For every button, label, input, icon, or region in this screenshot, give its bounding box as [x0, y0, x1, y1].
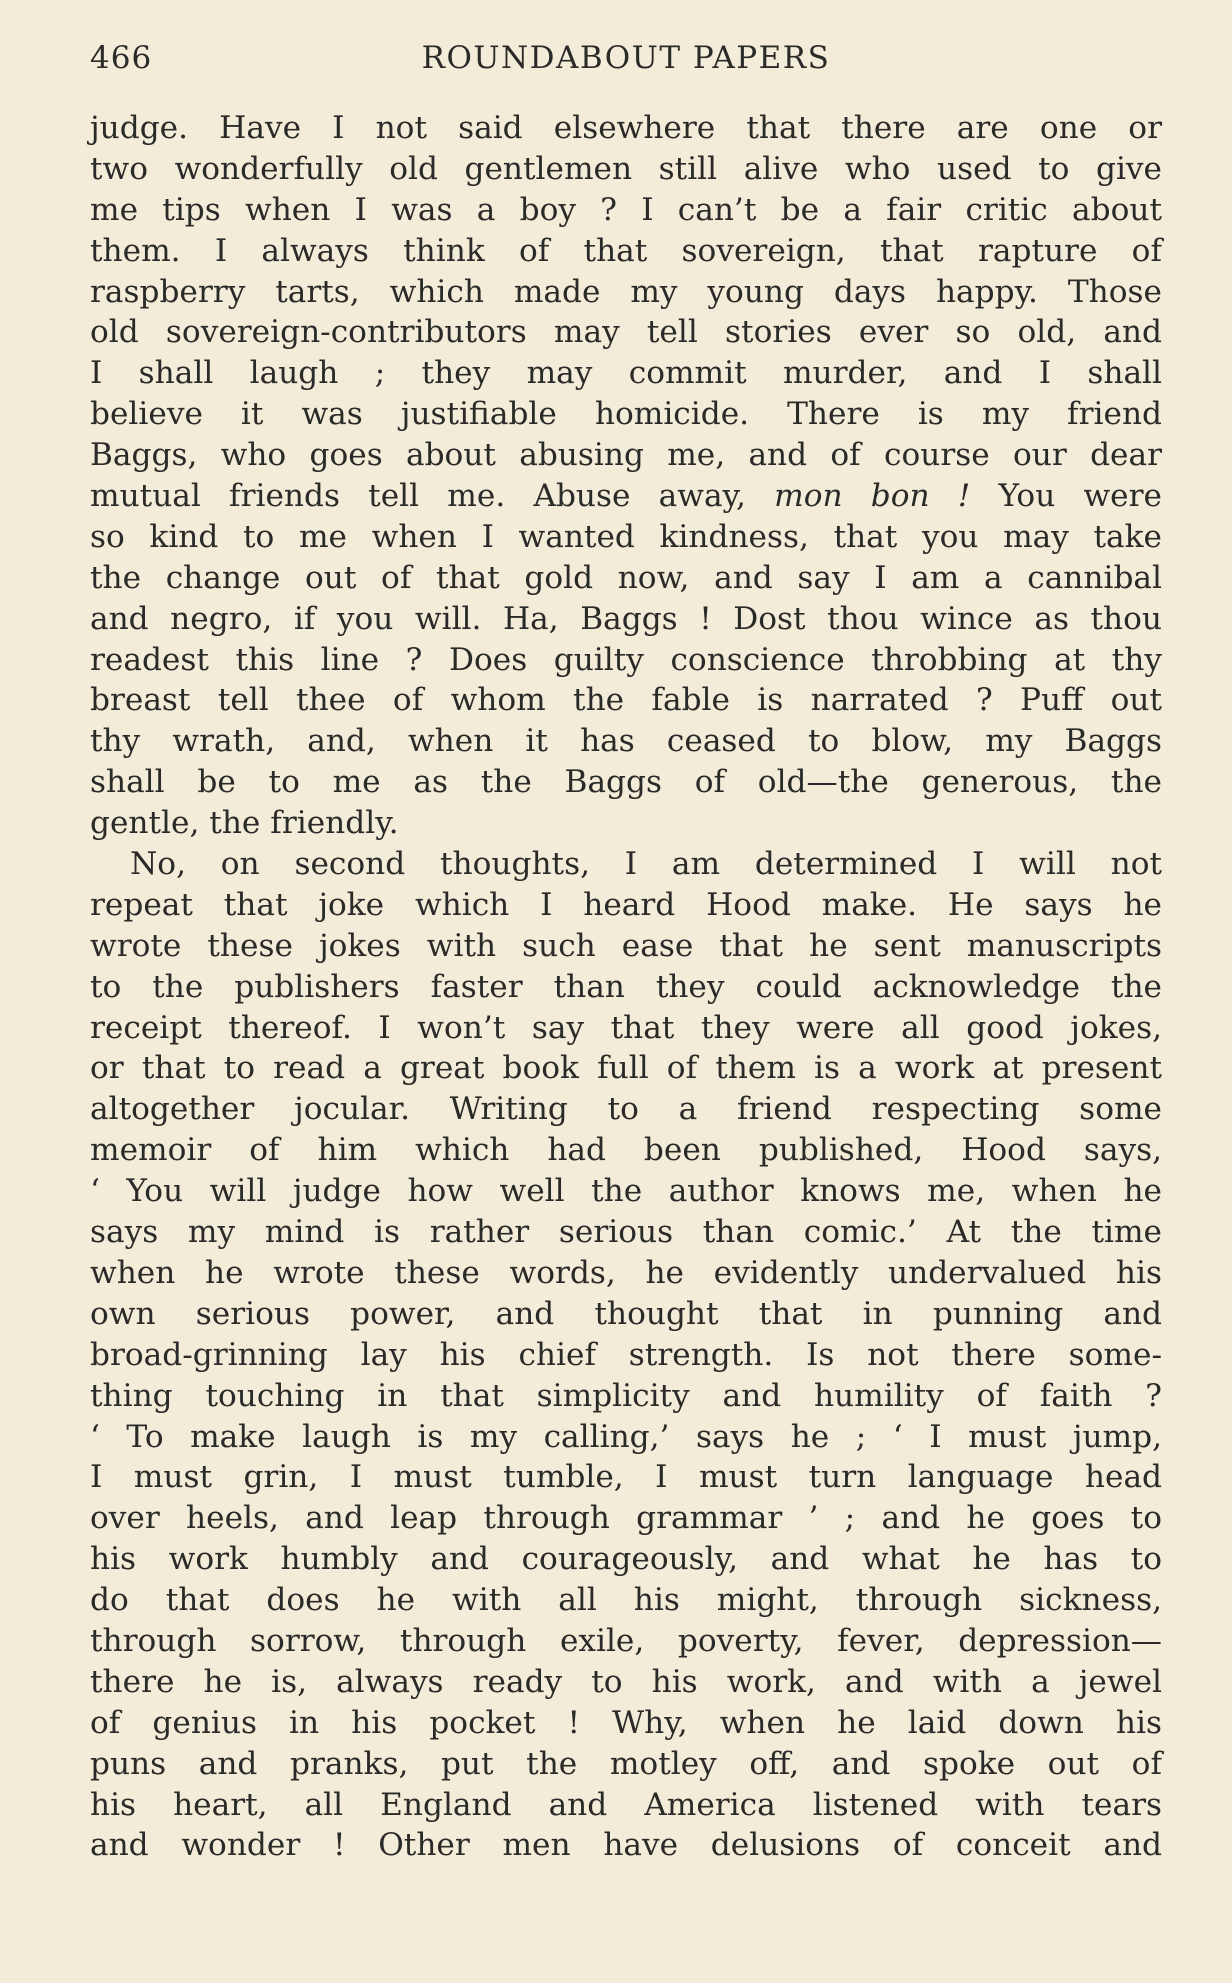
text-line: thy wrath, and, when it has ceased to blow, my Baggs [90, 723, 1162, 760]
page-number: 466 [90, 40, 153, 76]
text-line: Baggs, who goes about abusing me, and of course our dear [90, 437, 1162, 474]
text-line: me tips when I was a boy ? I can’t be a fair critic about [90, 191, 1162, 228]
text-line: repeat that joke which I heard Hood make. He says he [90, 886, 1162, 923]
body-text [90, 108, 1162, 1866]
text-line: wrote these jokes with such ease that he sent manuscripts [90, 927, 1162, 964]
text-line: own serious power, and thought that in punning and [90, 1295, 1162, 1332]
text-line: or that to read a great book full of them is a work at present [90, 1050, 1162, 1087]
text-line: altogether jocular. Writing to a friend respecting some [90, 1091, 1162, 1128]
text-line: over heels, and leap through grammar ’ ; and he goes to [90, 1500, 1162, 1537]
text-line: I shall laugh ; they may commit murder, and I shall [90, 355, 1162, 392]
text-line: puns and pranks, put the motley off, and spoke out of [90, 1745, 1162, 1782]
text-line: them. I always think of that sovereign, that rapture of [90, 232, 1162, 269]
text-line: and negro, if you will. Ha, Baggs ! Dost thou wince as thou [90, 600, 1162, 637]
text-line: believe it was justifiable homicide. There is my friend [90, 396, 1162, 433]
text-line: thing touching in that simplicity and humility of faith ? [90, 1377, 1162, 1414]
text-line: I must grin, I must tumble, I must turn language head [90, 1459, 1162, 1496]
book-page [90, 36, 1162, 1866]
running-title: ROUNDABOUT PAPERS [421, 40, 831, 76]
text-line: to the publishers faster than they could acknowledge the [90, 968, 1162, 1005]
text-line: breast tell thee of whom the fable is narrated ? Puff out [90, 682, 1162, 719]
text-line: readest this line ? Does guilty conscience throbbing at thy [90, 641, 1162, 678]
text-line: old sovereign-contributors may tell stories ever so old, and [90, 314, 1162, 351]
text-line: broad-grinning lay his chief strength. Is not there some- [90, 1336, 1162, 1373]
text-line: mutual friends tell me. Abuse away, mon bon ! You were [90, 478, 1162, 515]
text-line: do that does he with all his might, through sickness, [90, 1582, 1162, 1619]
text-line: receipt thereof. I won’t say that they were all good jokes, [90, 1009, 1162, 1046]
text-line: the change out of that gold now, and say I am a cannibal [90, 559, 1162, 596]
text-line: his heart, all England and America listened with tears [90, 1786, 1162, 1823]
text-line: and wonder ! Other men have delusions of conceit and [90, 1827, 1162, 1864]
text-line: two wonderfully old gentlemen still alive who used to give [90, 150, 1162, 187]
text-line: ‘ To make laugh is my calling,’ says he ; ‘ I must jump, [90, 1418, 1162, 1455]
text-line: gentle, the friendly. [90, 805, 399, 842]
text-line: so kind to me when I wanted kindness, that you may take [90, 518, 1162, 555]
text-line: of genius in his pocket ! Why, when he laid down his [90, 1704, 1162, 1741]
text-line: raspberry tarts, which made my young days happy. Those [90, 273, 1162, 310]
text-line: No, on second thoughts, I am determined I will not [130, 846, 1162, 883]
text-line: through sorrow, through exile, poverty, fever, depression— [90, 1622, 1162, 1659]
text-line: there he is, always ready to his work, and with a jewel [90, 1663, 1162, 1700]
text-line: his work humbly and courageously, and what he has to [90, 1541, 1162, 1578]
text-line: ‘ You will judge how well the author knows me, when he [90, 1173, 1162, 1210]
text-line: says my mind is rather serious than comic.’ At the time [90, 1214, 1162, 1251]
running-head [90, 36, 1162, 82]
text-line: judge. Have I not said elsewhere that there are one or [90, 110, 1162, 146]
text-line: memoir of him which had been published, Hood says, [90, 1132, 1162, 1169]
text-line: when he wrote these words, he evidently undervalued his [90, 1254, 1162, 1291]
text-line: shall be to me as the Baggs of old—the generous, the [90, 764, 1162, 801]
